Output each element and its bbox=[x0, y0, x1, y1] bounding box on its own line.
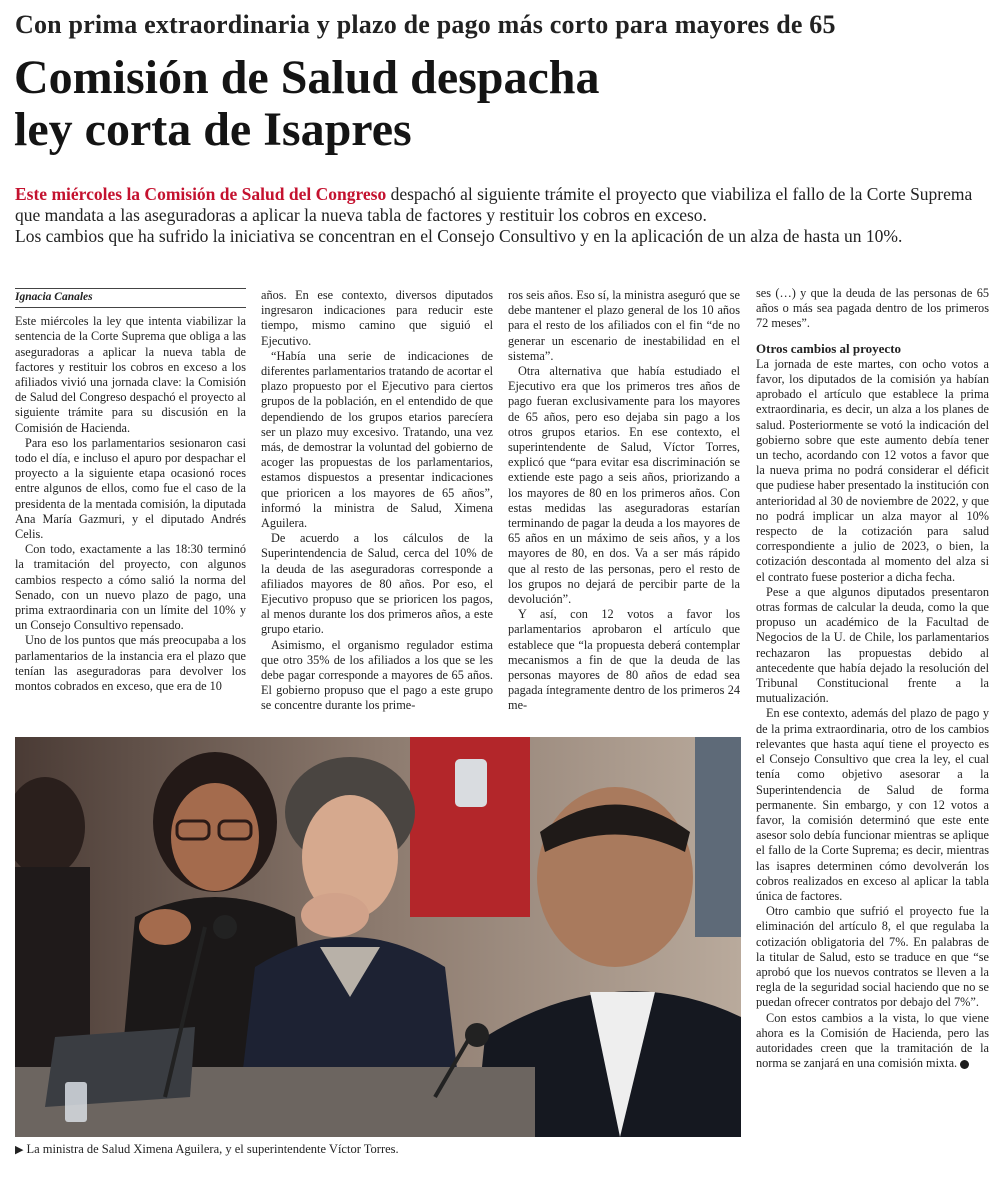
body-paragraph: Este miércoles la ley que intenta viabilizar la sentencia de la Corte Suprema que obliga a las aseguradoras a aplicar la nueva tabla de factores y restituir los cobros en exceso a los afiliados vivió una jornada clave: la Comisión de Salud del Congreso despachó el proyecto al siguiente trámite para su discusión en la Comisión de Hacienda. bbox=[15, 314, 246, 435]
body-paragraph: Para eso los parlamentarios sesionaron casi todo el día, e incluso el apuro por despachar el proyecto a la siguiente etapa ocasionó roces entre algunos de ellos, como fue el caso de la presidenta de la mentada comisión, la diputada Ana María Gazmuri, y el diputado Andrés Celis. bbox=[15, 435, 246, 542]
article-kicker: Con prima extraordinaria y plazo de pago más corto para mayores de 65 bbox=[15, 10, 836, 39]
body-paragraph: Uno de los puntos que más preocupaba a los parlamentarios de la instancia era el plazo que tenían las aseguradoras para devolver los montos cobrados en exceso, que era de 10 bbox=[15, 633, 246, 694]
photo-caption bbox=[15, 1142, 741, 1157]
lead-text: despachó al siguiente trámite el proyecto que viabiliza el fallo de la Corte Suprema que mandata a las aseguradoras a aplicar la nueva tabla de factores y restituir los cobros en exceso. bbox=[15, 184, 973, 225]
play-triangle-icon: ▶ bbox=[15, 1144, 24, 1156]
body-paragraph: Y así, con 12 votos a favor los parlamentarios aprobaron el artículo que establece que “la propuesta deberá contemplar mecanismos a fin de que la deuda de las personas mayores de 80 años de edad sea pagada íntegramente dentro de los primeros 24 me- bbox=[508, 607, 740, 713]
body-paragraph: Otro cambio que sufrió el proyecto fue la eliminación del artículo 8, el que regulaba la cotización obligatoria del 7%. En palabras de la titular de Salud, esto se traduce en que “se aprobó que los nuevos contratos se lleven a la regla de la seguridad social haciendo que no se puedan ofrecer contratos por debajo del 7%”. bbox=[756, 904, 989, 1010]
closing-text: Con estos cambios a la vista, lo que viene ahora es la Comisión de Hacienda, pero las autoridades creen que la tramitación de la norma se zanjará en una comisión mixta. bbox=[756, 1010, 989, 1071]
photo-illustration bbox=[15, 737, 741, 1137]
body-paragraph: Pese a que algunos diputados presentaron otras formas de calcular la deuda, como la que propuso un académico de la Facultad de Negocios de la U. de Chile, los parlamentarios rechazaron las propuestas debido al antecedente que había dejado la resolución del Tribunal Constitucional frente a la mutualización. bbox=[756, 584, 989, 706]
lead-paragraph-1 bbox=[15, 184, 990, 226]
body-paragraph: De acuerdo a los cálculos de la Superintendencia de Salud, cerca del 10% de la deuda de las aseguradoras corresponde a afiliados mayores de 80 años. Por eso, el Ejecutivo propuso que se prioricen los pagos, al menos durante los dos primeros años, a este grupo etario. bbox=[261, 531, 493, 637]
body-paragraph: La jornada de este martes, con ocho votos a favor, los diputados de la comisión ya habían aprobado el artículo que establece la prima extraordinaria, es decir, un alza a los planes de salud. Posteriormente se votó la indicación del gobierno sobre que este aumento debía tener un techo, acordando con 12 votos a favor que la nueva prima no podrá considerar el déficit que pudiese haber presentado la institución con anterioridad al 30 de noviembre de 2022, y que no podrá implicar un alza mayor al 10% respecto de la cotización para salud correspondiente a julio de 2023, o bien, la cotización descontada al momento del alza si el contrato fuese posterior a dicha fecha. bbox=[756, 356, 989, 584]
headline-line-1: Comisión de Salud despacha bbox=[14, 51, 600, 104]
body-paragraph: Asimismo, el organismo regulador estima que otro 35% de los afiliados a los que se les debe pagar corresponde a mayores de 65 años. El gobierno propuso que el pago a este grupo se concentre durante los prime- bbox=[261, 637, 493, 713]
caption-text: La ministra de Salud Ximena Aguilera, y el superintendente Víctor Torres. bbox=[26, 1142, 399, 1156]
byline: Ignacia Canales bbox=[15, 288, 246, 308]
lead-highlight: Este miércoles la Comisión de Salud del Congreso bbox=[15, 184, 387, 204]
body-paragraph: ros seis años. Eso sí, la ministra aseguró que se debe mantener el plazo general de los 10 años para el resto de los afiliados con el fin “de no generar un escenario de inestabilidad en el sistema”. bbox=[508, 288, 740, 363]
body-paragraph: Otra alternativa que había estudiado el Ejecutivo era que los primeros tres años de pago fueran exclusivamente para los mayores de 65 años, pero eso dejaba sin pago a los otros grupos etarios. En ese contexto, el superintendente de Salud, Víctor Torres, explicó que “para evitar esa discriminación se extiende este pago a seis años, priorizando a los mayores de 80 en los primeros años. Con estas medidas las aseguradoras estarían terminando de pagar la deuda a los mayores de 65 años en un máximo de seis años, y a los mayores de 80, en dos. Va a ser más rápido que al resto de las personas, pero el resto de los grupos no dejará de percibir parte de la devolución”. bbox=[508, 364, 740, 607]
body-paragraph: “Había una serie de indicaciones de diferentes parlamentarios tratando de acortar el plazo propuesto por el Ejecutivo para ciertos grupos de la población, en el entendido de que dependiendo de los grupos etarios parecíera ser un plazo muy excesivo. Tratando, una vez más, de demostrar la voluntad del gobierno de acoger las propuestas de los parlamentarios, estamos dispuestos a presentar indicaciones que prioricen a los mayores de 65 años”, informó la ministra de Salud, Ximena Aguilera. bbox=[261, 348, 493, 531]
article-column-4 bbox=[756, 286, 989, 1161]
lead-paragraph-2: Los cambios que ha sufrido la iniciativa se concentran en el Consejo Consultivo y en la aplicación de un alza de hasta un 10%. bbox=[15, 226, 903, 246]
article-lead bbox=[15, 184, 990, 247]
body-paragraph: En ese contexto, además del plazo de pago y de la prima extraordinaria, otro de los cambios relevantes que hasta aquí tiene el proyecto es el Consejo Consultivo que crea la ley, el cual tenía como objetivo asesorar a la Superintendencia de Salud de forma permanente. Sin embargo, y con 12 votos a favor, la comisión determinó que este ente asesor solo debía funcionar mientras se aplique el fallo de la Corte Suprema; es decir, mientras las isapres determinen cómo devolverán los cobros realizados en exceso al aplicar la tabla única de factores. bbox=[756, 706, 989, 903]
section-subhead: Otros cambios al proyecto bbox=[756, 340, 902, 356]
article-column-1 bbox=[15, 288, 246, 720]
body-paragraph: años. En ese contexto, diversos diputados ingresaron indicaciones para reducir este tiempo, mismo camino que siguió el Ejecutivo. bbox=[261, 288, 493, 348]
body-paragraph bbox=[756, 1011, 989, 1072]
end-dot-icon bbox=[960, 1060, 969, 1069]
article-column-2 bbox=[261, 288, 493, 720]
body-paragraph: ses (…) y que la deuda de las personas de 65 años o más sea pagada dentro de los primeros 72 meses”. bbox=[756, 286, 989, 331]
article-photo bbox=[15, 737, 741, 1137]
article-headline bbox=[14, 52, 989, 156]
body-paragraph: Con todo, exactamente a las 18:30 terminó la tramitación del proyecto, con algunos cambios respecto a cómo salió la norma del Senado, con un nuevo plazo de pago, una prima extraordinaria con un límite del 10% y un Consejo Consultivo repensado. bbox=[15, 542, 246, 633]
article-column-3 bbox=[508, 288, 740, 720]
headline-line-2: ley corta de Isapres bbox=[14, 103, 412, 156]
